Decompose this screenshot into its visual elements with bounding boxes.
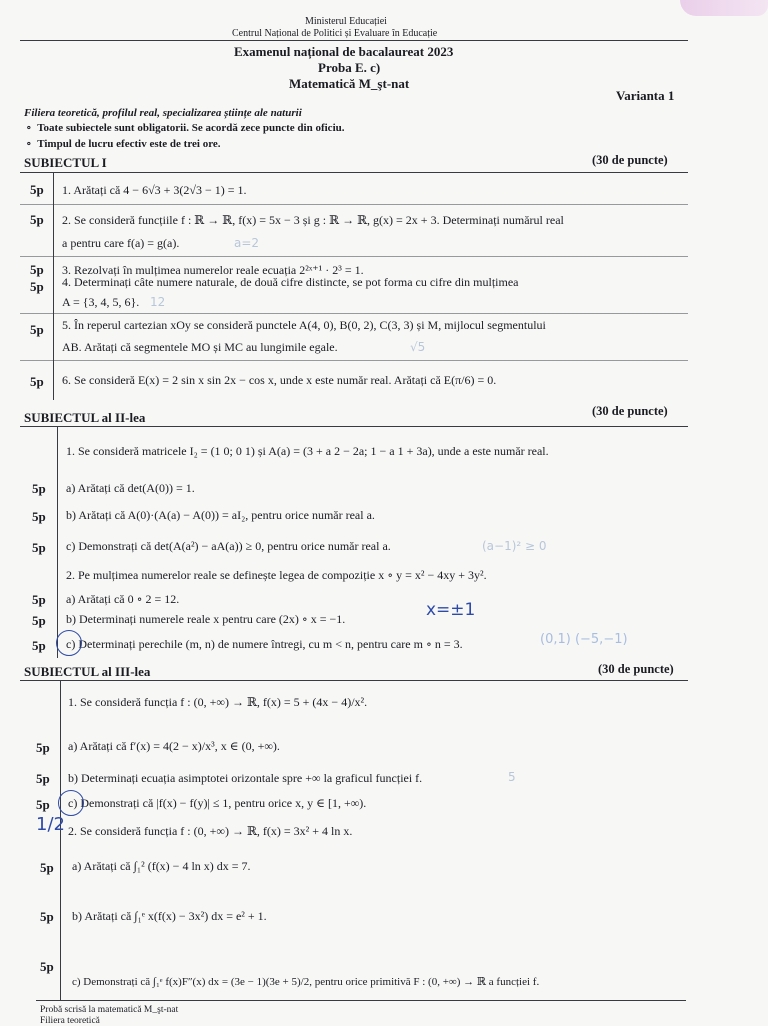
s1-q6-score: 5p [30,374,44,389]
s3-2b: b) Arătați că ∫₁ᵉ x(f(x) − 3x²) dx = e² + 1. [72,909,267,923]
s3-2a-score: 5p [40,860,54,875]
s1-q4-line2: A = {3, 4, 5, 6}. [62,295,140,309]
s3-title: SUBIECTUL al III-lea [24,664,151,679]
s3-1b: b) Determinați ecuația asimptotei orizontale spre +∞ la graficul funcției f. [68,771,423,785]
s1-q2-line2: a pentru care f(a) = g(a). [62,236,180,250]
pen-circle-2c [56,630,82,656]
s2-2b-score: 5p [32,613,46,628]
s2-2c: c) Determinați perechile (m, n) de numere întregi, cu m < n, pentru care m ∘ n = 3. [66,637,463,651]
s1-divider-4 [20,360,688,361]
s1-divider-3 [20,313,688,314]
rule-2: ∘ Timpul de lucru efectiv este de trei ore. [26,138,221,150]
s2-1b: b) Arătați că A(0)·(A(a) − A(0)) = aI₂, pentru orice număr real a. [66,508,375,522]
s3-2b-score: 5p [40,909,54,924]
s2-intro-1: 1. Se consideră matricele I₂ = (1 0; 0 1) și A(a) = (3 + a 2 − 2a; 1 − a 1 + 3a), unde a este număr real. [66,444,549,458]
ministry: Ministerul Educației [305,16,387,27]
s3-2a: a) Arătați că ∫₁² (f(x) − 4 ln x) dx = 7. [72,859,251,873]
s2-2a: a) Arătați că 0 ∘ 2 = 12. [66,592,180,606]
pen-note-2c: (0,1) (−5,−1) [540,632,628,647]
footer-line-1: Probă scrisă la matematică M_şt-nat [40,1005,179,1015]
s2-1a-score: 5p [32,481,46,496]
s1-q6: 6. Se consideră E(x) = 2 sin x sin 2x − cos x, unde x este număr real. Arătați că E(π/6) = 0. [62,373,497,387]
s1-q2-score: 5p [30,212,44,227]
s3-intro-2: 2. Se consideră funcția f : (0, +∞) → ℝ, f(x) = 3x² + 4 ln x. [68,824,353,838]
s3-1a-score: 5p [36,740,50,755]
rule-1-text: Toate subiectele sunt obligatorii. Se acordă zece puncte din oficiu. [37,122,345,134]
s2-rule [20,426,688,427]
s2-2b: b) Determinați numerele reale x pentru care (2x) ∘ x = −1. [66,612,346,626]
footer-rule [36,1000,686,1001]
rule-2-text: Timpul de lucru efectiv este de trei ore. [37,138,221,150]
pencil-note-q2: a=2 [234,236,260,250]
s1-title: SUBIECTUL I [24,155,107,170]
s2-1c: c) Demonstrați că det(A(a²) − aA(a)) ≥ 0, pentru orice număr real a. [66,539,391,553]
exam-title: Examenul național de bacalaureat 2023 [234,44,454,59]
pencil-note-q4: 12 [150,295,166,309]
s1-divider-2 [20,256,688,257]
s3-1a: a) Arătați că f′(x) = 4(2 − x)/x³, x ∈ (0, +∞). [68,739,280,753]
s1-q5-score: 5p [30,322,44,337]
s2-1c-score: 5p [32,540,46,555]
proba: Proba E. c) [318,60,381,75]
s2-2c-score: 5p [32,638,46,653]
s1-q2-line1: 2. Se consideră funcțiile f : ℝ → ℝ, f(x) = 5x − 3 și g : ℝ → ℝ, g(x) = 2x + 3. Determinați numărul real [62,213,564,227]
s3-1c-score: 5p [36,797,50,812]
s1-q4-line1: 4. Determinați câte numere naturale, de două cifre distincte, se pot forma cu cifre din mulțimea [62,275,519,289]
pen-mark-half: 1/2 [36,814,65,835]
s1-q1: 1. Arătați că 4 − 6√3 + 3(2√3 − 1) = 1. [62,183,247,197]
subject: Matematică M_şt-nat [289,76,410,91]
s1-q1-score: 5p [30,182,44,197]
rule-1: ∘ Toate subiectele sunt obligatorii. Se acordă zece puncte din oficiu. [26,122,345,134]
pen-note-2b: x=±1 [426,600,476,620]
s3-2c: c) Demonstrați că ∫₁ᵉ f(x)F″(x) dx = (3e − 1)(3e + 5)/2, pentru orice primitivă F : (0, +∞) → ℝ a funcției f. [72,976,540,988]
pink-smudge [680,0,768,16]
s3-column-line [60,680,61,1000]
footer-line-2: Filiera teoretică [40,1016,100,1026]
pencil-note-2c: (a−1)² ≥ 0 [482,539,547,553]
s2-points: (30 de puncte) [592,404,668,418]
s1-divider-1 [20,204,688,205]
pencil-note-q5: √5 [410,340,426,354]
s1-q5-line1: 5. În reperul cartezian xOy se consideră punctele A(4, 0), B(0, 2), C(3, 3) și M, mijlocul segmentului [62,318,546,332]
header-rule [20,40,688,41]
s2-column-line [57,426,58,658]
s3-rule [20,680,688,681]
s1-q3: 3. Rezolvați în mulțimea numerelor reale ecuația 2²ˣ⁺¹ · 2³ = 1. [62,263,364,277]
s1-points: (30 de puncte) [592,153,668,167]
pen-circle-3c [58,790,84,816]
s1-column-line [53,172,54,400]
s2-intro-2: 2. Pe mulțimea numerelor reale se definește legea de compoziție x ∘ y = x² − 4xy + 3y². [66,568,487,582]
s3-intro-1: 1. Se consideră funcția f : (0, +∞) → ℝ, f(x) = 5 + (4x − 4)/x². [68,695,368,709]
filiera: Filiera teoretică, profilul real, specializarea științe ale naturii [24,107,302,119]
s1-q3-score: 5p [30,262,44,277]
s3-1c: c) Demonstrați că |f(x) − f(y)| ≤ 1, pentru orice x, y ∈ [1, +∞). [68,796,367,810]
center: Centrul Național de Politici și Evaluare în Educație [232,28,438,39]
s3-points: (30 de puncte) [598,662,674,676]
s2-1a: a) Arătați că det(A(0)) = 1. [66,481,195,495]
pen-note-3b: 5 [508,770,516,784]
s2-1b-score: 5p [32,509,46,524]
s3-2c-score: 5p [40,959,54,974]
variant: Varianta 1 [616,88,675,103]
s1-rule [20,172,688,173]
s1-q5-line2: AB. Arătați că segmentele MO și MC au lungimile egale. [62,340,338,354]
s3-1b-score: 5p [36,771,50,786]
s1-q4-score: 5p [30,279,44,294]
s2-title: SUBIECTUL al II-lea [24,410,146,425]
s2-2a-score: 5p [32,592,46,607]
